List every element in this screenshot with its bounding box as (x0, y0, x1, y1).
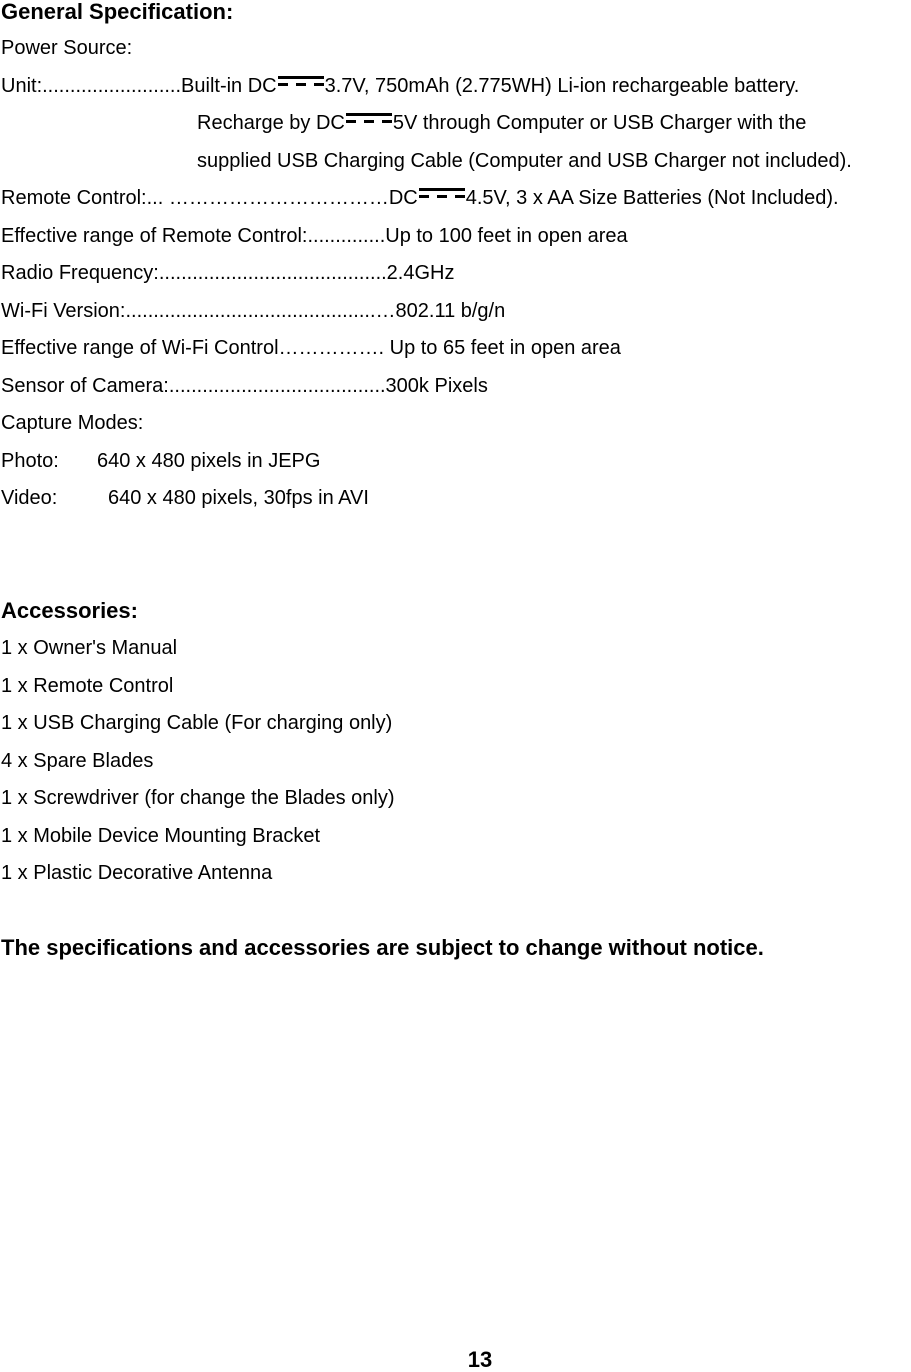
change-notice: The specifications and accessories are subject to change without notice. (1, 935, 764, 960)
recharge-prefix: Recharge by DC (197, 112, 345, 134)
video-label: Video: (1, 487, 58, 509)
camera-sensor-line: Sensor of Camera:.......................................300k Pixels (1, 375, 488, 397)
recharge-suffix: 5V through Computer or USB Charger with the (392, 112, 807, 134)
video-value: 640 x 480 pixels, 30fps in AVI (108, 487, 369, 509)
page-number: 13 (467, 1347, 493, 1372)
wifi-version-line: Wi-Fi Version:.............................................…802.11 b/g/n (1, 300, 506, 322)
dc-symbol-icon (346, 113, 392, 125)
remote-suffix: 4.5V, 3 x AA Size Batteries (Not Included). (465, 187, 839, 209)
radio-frequency-line: Radio Frequency:.........................................2.4GHz (1, 262, 455, 284)
remote-control-power-line (1, 188, 839, 208)
wifi-range-line: Effective range of Wi-Fi Control……………. Up to 65 feet in open area (1, 337, 621, 359)
dc-symbol-icon (419, 188, 465, 200)
capture-modes-label: Capture Modes: (1, 412, 144, 434)
remote-range-line: Effective range of Remote Control:..............Up to 100 feet in open area (1, 225, 628, 247)
list-item: 1 x Mobile Device Mounting Bracket (1, 825, 321, 847)
list-item: 1 x Owner's Manual (1, 637, 178, 659)
remote-prefix: Remote Control:... ……………………………DC (1, 187, 418, 209)
recharge-line (197, 113, 806, 133)
photo-label: Photo: (1, 450, 59, 472)
list-item: 4 x Spare Blades (1, 750, 154, 772)
list-item: 1 x Screwdriver (for change the Blades only) (1, 787, 395, 809)
accessories-heading: Accessories: (1, 598, 138, 623)
list-item: 1 x Remote Control (1, 675, 174, 697)
charging-cable-line: supplied USB Charging Cable (Computer and USB Charger not included). (197, 150, 852, 172)
general-specification-heading: General Specification: (1, 0, 234, 24)
list-item: 1 x Plastic Decorative Antenna (1, 862, 273, 884)
video-mode-line (1, 488, 369, 508)
unit-prefix: Unit:.........................Built-in DC (1, 75, 277, 97)
unit-suffix: 3.7V, 750mAh (2.775WH) Li-ion rechargeable battery. (324, 75, 800, 97)
unit-battery-line (1, 76, 799, 96)
photo-value: 640 x 480 pixels in JEPG (97, 450, 321, 472)
power-source-label: Power Source: (1, 37, 133, 59)
photo-mode-line (1, 451, 320, 471)
list-item: 1 x USB Charging Cable (For charging only) (1, 712, 393, 734)
dc-symbol-icon (278, 76, 324, 88)
